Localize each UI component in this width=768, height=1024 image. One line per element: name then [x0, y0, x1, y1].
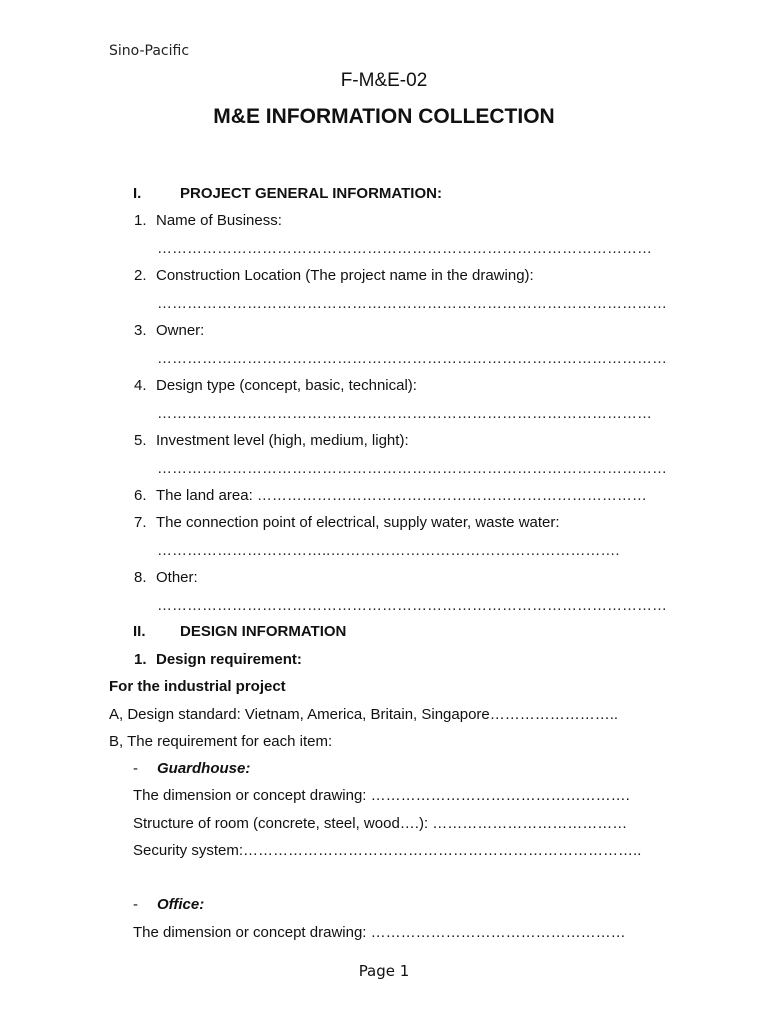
field-label: Construction Location (The project name in the drawing):: [156, 267, 534, 284]
fill-in-dots: ……………………………………………………………………: [256, 487, 647, 504]
field-label: Owner:: [156, 322, 205, 339]
fill-in-dots: …………………………………………………………………………………………: [157, 597, 667, 614]
office-dimension-line: The dimension or concept drawing: ……………………………………………: [133, 924, 626, 941]
section-heading-design: [133, 623, 346, 640]
list-item-name-of-business: 1. Name of Business:: [134, 212, 282, 229]
guardhouse-dimension-line: The dimension or concept drawing: …………………………………………….: [133, 787, 630, 804]
fill-in-dots: …………………………………………………………………………………………: [157, 460, 667, 477]
list-item-other: 8. Other:: [134, 569, 198, 586]
field-label: The land area:: [156, 487, 253, 504]
list-item-design-type: 4. Design type (concept, basic, technical):: [134, 377, 417, 394]
document-title: M&E INFORMATION COLLECTION: [213, 105, 555, 128]
form-code: F-M&E-02: [340, 70, 428, 91]
fill-in-dots: …………………………………………………………………………………………: [157, 295, 667, 312]
guardhouse-heading: - Guardhouse:: [133, 760, 251, 777]
field-label: The connection point of electrical, supply water, waste water:: [156, 514, 560, 531]
requirement-intro: B, The requirement for each item:: [109, 733, 333, 750]
guardhouse-security-line: Security system:……………………………………………………………………..: [133, 842, 642, 859]
section-numeral: II.: [133, 623, 146, 640]
fill-in-dots: ………………………………………………………………………………………: [157, 405, 652, 422]
section-heading-general: [133, 185, 442, 202]
company-name: Sino-Pacific: [109, 43, 190, 59]
fill-in-dots: ………………………………………………………………………………………: [157, 240, 652, 257]
office-heading: - Office:: [133, 896, 205, 913]
list-item-construction-location: 2. Construction Location (The project name in the drawing):: [134, 267, 534, 284]
field-label: Other:: [156, 569, 198, 586]
field-label: Name of Business:: [156, 212, 282, 229]
field-label: Investment level (high, medium, light):: [156, 432, 409, 449]
guardhouse-structure-line: Structure of room (concrete, steel, wood….): …………………………………: [133, 815, 628, 832]
industrial-project-heading: For the industrial project: [109, 678, 286, 695]
list-item-owner: 3. Owner:: [134, 322, 205, 339]
section-heading-text: DESIGN INFORMATION: [180, 623, 347, 640]
list-item-connection-point: 7. The connection point of electrical, supply water, waste water:: [134, 514, 560, 531]
design-standard-line: A, Design standard: Vietnam, America, Britain, Singapore……………………..: [109, 706, 619, 723]
list-item-land-area: 6. The land area: ……………………………………………………………………: [134, 487, 647, 504]
section-numeral: I.: [133, 185, 142, 202]
subheading-design-requirement: 1. Design requirement:: [134, 651, 302, 668]
section-heading-text: PROJECT GENERAL INFORMATION:: [180, 185, 442, 202]
fill-in-dots: …………………………………………………………………………………………: [157, 350, 667, 367]
page-number: Page 1: [358, 962, 410, 980]
field-label: Design type (concept, basic, technical):: [156, 377, 417, 394]
fill-in-dots: ……………………………..………………………………………………….: [157, 542, 620, 559]
list-item-investment-level: 5. Investment level (high, medium, light):: [134, 432, 409, 449]
